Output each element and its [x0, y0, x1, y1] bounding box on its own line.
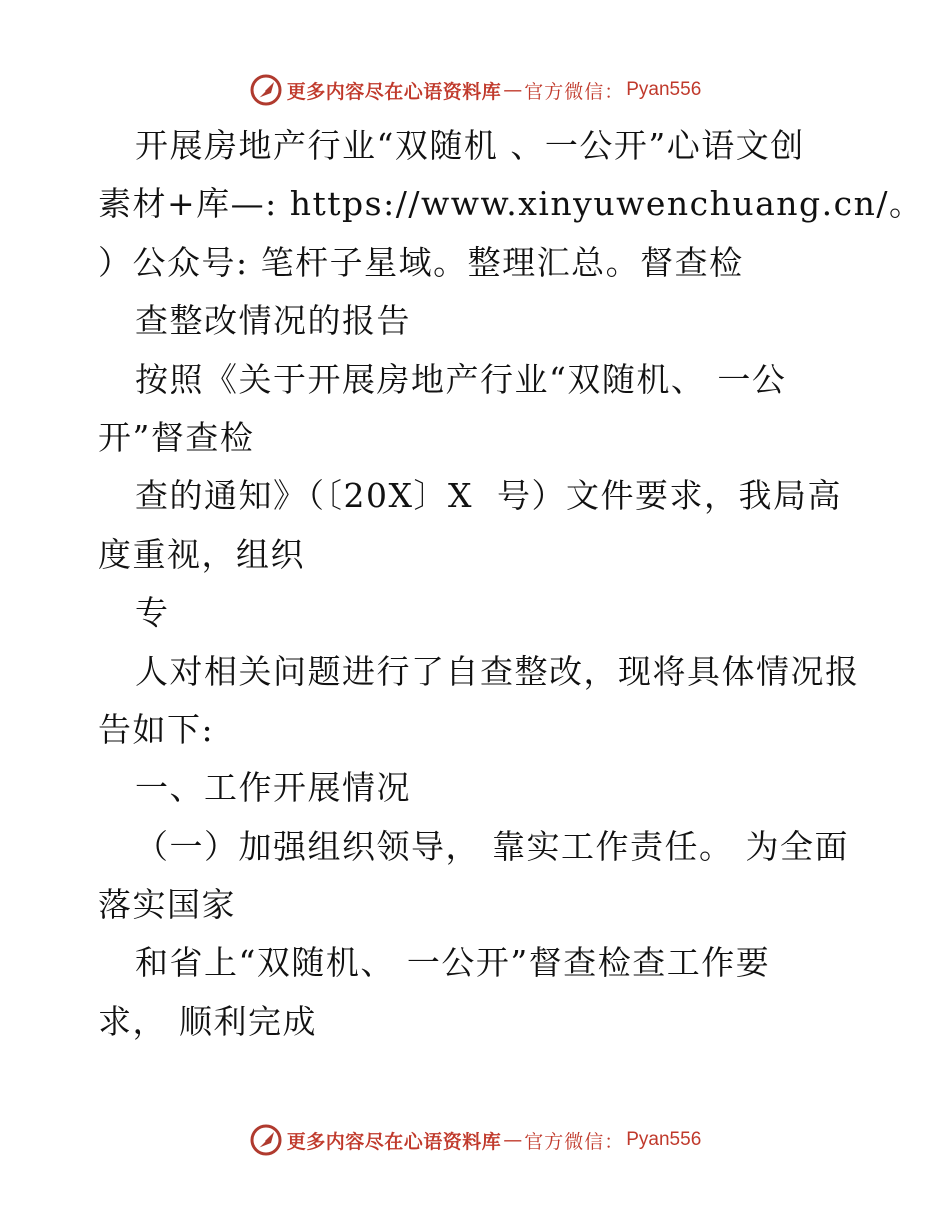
banner-wechat-id: Pyan556 — [626, 1129, 702, 1150]
quill-logo-icon — [249, 73, 283, 107]
banner-wechat-id: Pyan556 — [626, 79, 702, 100]
banner-dash: — — [503, 79, 523, 101]
document-body — [98, 117, 924, 1051]
body-line: 专 — [135, 593, 170, 633]
body-line: 查的通知》（〔20X〕X 号）文件要求，我局高 — [135, 476, 842, 516]
body-line: 告如下: — [98, 709, 215, 749]
body-line: 人对相关问题进行了自查整改，现将具体情况报 — [135, 651, 860, 691]
banner-dash: — — [503, 1129, 523, 1151]
body-line: 开”督查检 — [98, 417, 255, 457]
body-line: 求， 顺利完成 — [98, 1001, 317, 1041]
banner-wechat-label: 官方微信： — [524, 1130, 625, 1153]
banner-brand-text: 更多内容尽在心语资料库 — [286, 1130, 502, 1153]
body-line: 素材+库—: https://www.xinyuwenchuang.cn/。 — [98, 184, 924, 224]
section-heading: 一、工作开展情况 — [135, 768, 411, 808]
body-line: 查整改情况的报告 — [135, 301, 411, 341]
body-line: 落实国家 — [98, 885, 236, 925]
body-line: （一）加强组织领导， 靠实工作责任。 为全面 — [135, 826, 849, 866]
body-line: 度重视，组织 — [98, 534, 305, 574]
quill-logo-icon — [249, 1123, 283, 1157]
banner-wechat-label: 官方微信： — [524, 80, 625, 103]
footer-watermark-banner — [0, 1120, 950, 1160]
body-line: 开展房地产行业“双随机 、一公开”心语文创 — [135, 126, 805, 165]
body-line: 和省上“双随机、 一公开”督查检查工作要 — [135, 943, 771, 983]
body-line: 按照《关于开展房地产行业“双随机、 一公 — [135, 359, 787, 399]
banner-brand-text: 更多内容尽在心语资料库 — [286, 80, 502, 103]
body-line: ）公众号: 笔杆子星域。整理汇总。督查检 — [98, 242, 744, 282]
header-watermark-banner — [0, 70, 950, 110]
